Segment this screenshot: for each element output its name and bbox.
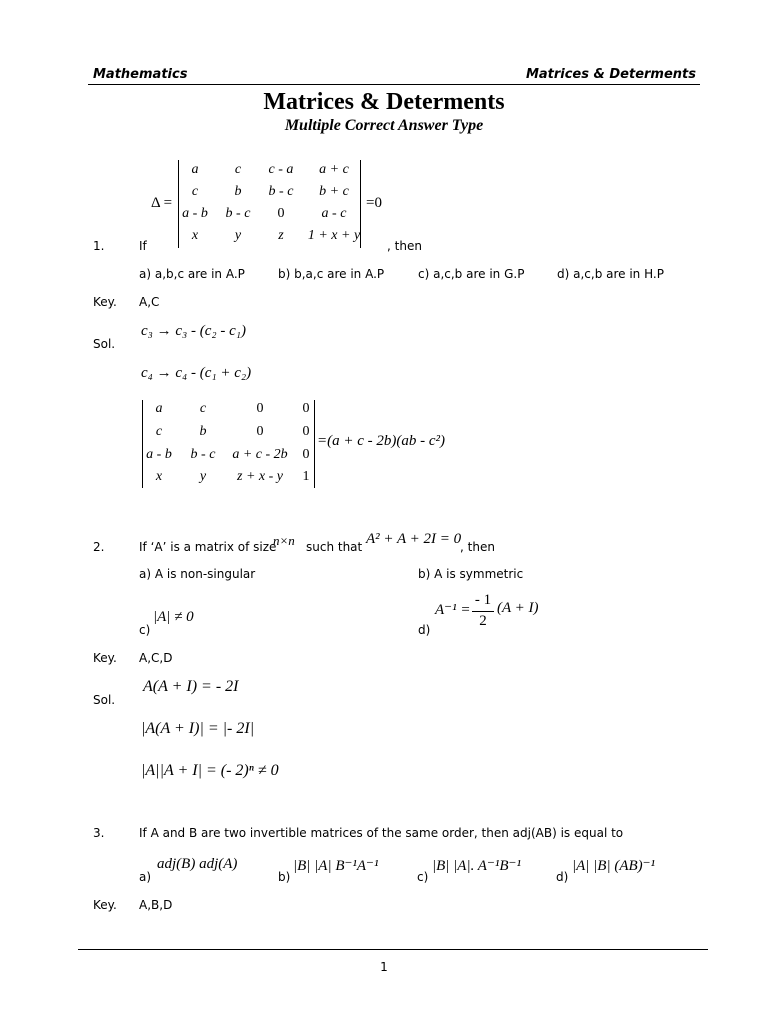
q3-option-a[interactable]: adj(B) adj(A) (157, 856, 238, 872)
q1-delta: Δ = (151, 195, 173, 211)
page-title: Matrices & Determents (263, 89, 505, 115)
page-number: 1 (380, 960, 388, 974)
footer-rule (78, 949, 708, 950)
q3-option-b-label[interactable]: b) (278, 870, 291, 884)
q2-option-a[interactable]: a) A is non-singular (139, 567, 256, 581)
q3-key: A,B,D (139, 898, 173, 912)
q1-cell: a (191, 162, 199, 177)
q1-cell: a - c (321, 206, 347, 221)
q3-key-label: Key. (93, 898, 117, 912)
q1-key-label: Key. (93, 295, 117, 309)
q1-option-c[interactable]: c) a,c,b are in G.P (418, 267, 525, 281)
q1-sol-cell: b (199, 424, 207, 439)
q1-sol-cell: y (199, 469, 207, 484)
q1-option-d[interactable]: d) a,c,b are in H.P (557, 267, 664, 281)
q1-sol-line2: c₄ → c₄ - (c₁ + c₂) (141, 365, 252, 381)
q1-sol-cell: c (155, 424, 163, 439)
q2-key: A,C,D (139, 651, 173, 665)
q1-cell: a - b (182, 206, 208, 221)
q1-tail: , then (387, 239, 422, 253)
q2-sol-line2: |A(A + I)| = |- 2I| (141, 720, 255, 737)
q1-sol-cell: a + c - 2b (232, 447, 288, 462)
q1-sol-cell: 0 (256, 424, 264, 439)
q3-option-c-label[interactable]: c) (417, 870, 429, 884)
q2-option-d-numerator: - 1 (474, 592, 492, 608)
q1-sol-result: =(a + c - 2b)(ab - c²) (317, 433, 446, 449)
q1-cell: a + c (319, 162, 349, 177)
q2-tail: , then (460, 540, 495, 554)
q2-option-c-label[interactable]: c) (139, 623, 151, 637)
q1-number: 1. (93, 239, 105, 253)
q1-cell: b - c (268, 184, 294, 199)
q1-sol-label: Sol. (93, 337, 116, 351)
q3-option-b[interactable]: |B| |A| B⁻¹A⁻¹ (293, 858, 379, 874)
q2-sol-line3: |A||A + I| = (- 2)ⁿ ≠ 0 (141, 762, 279, 779)
q2-option-d-denominator: 2 (479, 613, 487, 629)
q1-sol-cell: x (155, 469, 163, 484)
q2-size: n×n (273, 533, 295, 548)
q1-key: A,C (139, 295, 160, 309)
q1-option-a[interactable]: a) a,b,c are in A.P (139, 267, 245, 281)
q1-det-left-bar (178, 160, 179, 248)
header-chapter: Matrices & Determents (525, 67, 696, 82)
q3-number: 3. (93, 826, 105, 840)
q1-cell: c (191, 184, 199, 199)
q2-lead: If ‘A’ is a matrix of size (139, 540, 277, 554)
q1-cell: b (234, 184, 242, 199)
q1-sol-cell: 0 (302, 424, 310, 439)
q2-option-b[interactable]: b) A is symmetric (418, 567, 524, 581)
q2-condition: A² + A + 2I = 0 (366, 531, 462, 547)
q1-option-b[interactable]: b) b,a,c are in A.P (278, 267, 385, 281)
q1-equals: =0 (366, 195, 382, 211)
q3-option-c[interactable]: |B| |A|. A⁻¹B⁻¹ (432, 858, 521, 874)
q1-sol-cell: b - c (190, 447, 216, 462)
q1-sol-cell: 1 (302, 469, 310, 484)
q1-cell: x (191, 228, 199, 243)
q1-sol-det-right-bar (314, 400, 315, 488)
q1-cell: 0 (277, 206, 285, 221)
q1-cell: 1 + x + y (307, 228, 361, 243)
q1-sol-cell: 0 (302, 401, 310, 416)
q1-cell: z (278, 228, 284, 243)
q1-cell: c - a (268, 162, 294, 177)
q1-sol-cell: z + x - y (237, 469, 283, 484)
q3-option-a-label[interactable]: a) (139, 870, 152, 884)
q1-sol-cell: c (199, 401, 207, 416)
q2-number: 2. (93, 540, 105, 554)
q1-sol-det-left-bar (142, 400, 143, 488)
q2-sol-label: Sol. (93, 693, 116, 707)
q1-cell: b + c (319, 184, 349, 199)
q1-sol-cell: a (155, 401, 163, 416)
q1-cell: y (234, 228, 242, 243)
q3-option-d-label[interactable]: d) (556, 870, 569, 884)
q2-key-label: Key. (93, 651, 117, 665)
page-subtitle: Multiple Correct Answer Type (284, 117, 484, 134)
header-rule (88, 84, 700, 85)
q1-lead: If (139, 239, 147, 253)
q2-option-c[interactable]: |A| ≠ 0 (153, 609, 194, 625)
q1-cell: c (234, 162, 242, 177)
q2-sol-line1: A(A + I) = - 2I (143, 678, 239, 695)
q2-mid: such that (306, 540, 363, 554)
q2-option-d-lhs: A⁻¹ = (435, 602, 471, 618)
q2-option-d-label[interactable]: d) (418, 623, 431, 637)
q1-sol-cell: 0 (256, 401, 264, 416)
header-subject: Mathematics (93, 67, 188, 82)
q2-option-d-rhs: (A + I) (497, 600, 539, 616)
q1-sol-cell: a - b (146, 447, 172, 462)
q2-option-d-fraction-bar (472, 611, 494, 612)
q1-sol-line1: c₃ → c₃ - (c₂ - c₁) (141, 323, 246, 339)
q3-option-d[interactable]: |A| |B| (AB)⁻¹ (572, 858, 656, 874)
q1-cell: b - c (225, 206, 251, 221)
q1-sol-cell: 0 (302, 447, 310, 462)
q3-text: If A and B are two invertible matrices of the same order, then adj(AB) is equal to (139, 826, 624, 840)
